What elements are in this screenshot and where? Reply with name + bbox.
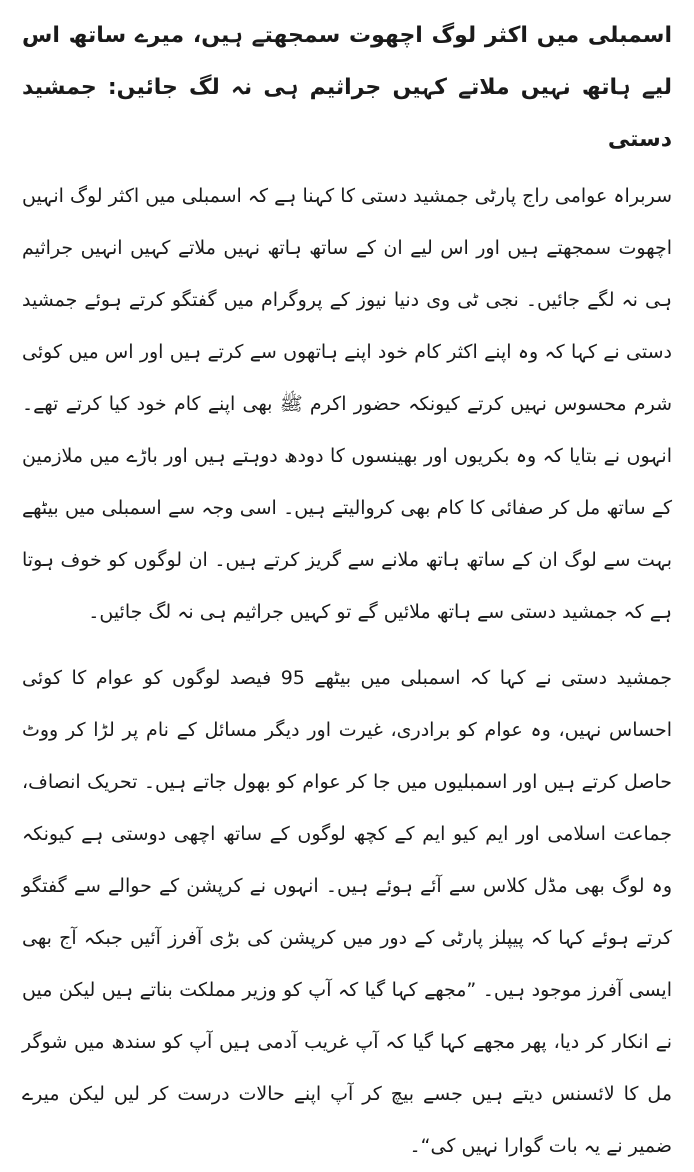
article-paragraph: سربراہ عوامی راج پارٹی جمشید دستی کا کہنا ہے کہ اسمبلی میں اکثر لوگ انہیں اچھوت سمجھتے ہیں اور اس لیے ان کے ساتھ ہاتھ نہیں ملاتے کہیں انہیں جراثیم ہی نہ لگے جائیں۔ نجی ٹی وی دنیا نیوز کے پروگرام میں گفتگو کرتے ہوئے جمشید دستی نے کہا کہ وہ اپنے اکثر کام خود اپنے ہاتھوں سے کرتے ہیں اور اس میں کوئی شرم محسوس نہیں کرتے کیونکہ حضور اکرم ﷺ بھی اپنے کام خود کیا کرتے تھے۔ انہوں نے بتایا کہ وہ بکریوں اور بھینسوں کا دودھ دوہتے ہیں اور باڑے میں ملازمین کے ساتھ مل کر صفائی کا کام بھی کروالیتے ہیں۔ اسی وجہ سے اسمبلی میں بیٹھے بہت سے لوگ ان کے ساتھ ہاتھ ملانے سے گریز کرتے ہیں۔ ان لوگوں کو خوف ہوتا ہے کہ جمشید دستی سے ہاتھ ملائیں گے تو کہیں جراثیم ہی نہ لگ جائیں۔: [22, 185, 672, 623]
article-paragraph: جمشید دستی نے کہا کہ اسمبلی میں بیٹھے 95 فیصد لوگوں کو عوام کا کوئی احساس نہیں، وہ عوام کو برادری، غیرت اور دیگر مسائل کے نام پر لڑا کر ووٹ حاصل کرتے ہیں اور اسمبلیوں میں جا کر عوام کو بھول جاتے ہیں۔ تحریک انصاف، جماعت اسلامی اور ایم کیو ایم کے کچھ لوگوں کے ساتھ اچھی دوستی ہے کیونکہ وہ لوگ بھی مڈل کلاس سے آئے ہوئے ہیں۔ انہوں نے کرپشن کے حوالے سے گفتگو کرتے ہوئے کہا کہ پیپلز پارٹی کے دور میں کرپشن کی بڑی آفرز آئیں جبکہ آج بھی ایسی آفرز موجود ہیں۔ ”مجھے کہا گیا کہ آپ کو وزیر مملکت بناتے ہیں لیکن میں نے انکار کر دیا، پھر مجھے کہا گیا کہ آپ غریب آدمی ہیں آپ کو سندھ میں شوگر مل کا لائسنس دیتے ہیں جسے بیچ کر آپ اپنے حالات درست کر لیں لیکن میرے ضمیر نے یہ بات گوارا نہیں کی“۔: [22, 667, 672, 1157]
article-headline: اسمبلی میں اکثر لوگ اچھوت سمجھتے ہیں، میرے ساتھ اس لیے ہاتھ نہیں ملاتے کہیں جراثیم ہی نہ لگ جائیں: جمشید دستی: [22, 23, 672, 152]
article: [22, 10, 672, 1172]
